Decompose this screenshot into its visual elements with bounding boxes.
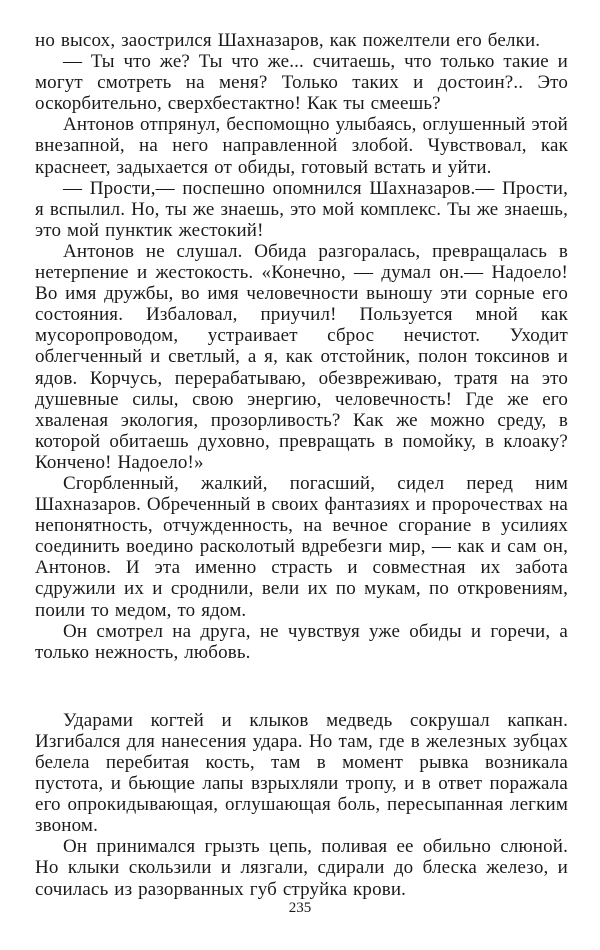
- paragraph-antonov-recoils: Антонов отпрянул, беспомощно улыбаясь, оглушенный этой внезапной, на него направленной злобой. Чувствовал, как краснеет, задыхается от обиды, готовый встать и уйти.: [35, 114, 568, 178]
- book-page: [35, 30, 568, 900]
- section-break: [35, 663, 568, 710]
- paragraph-tenderness: Он смотрел на друга, не чувствуя уже обиды и горечи, а только нежность, любовь.: [35, 620, 568, 663]
- paragraph-dialogue-reproach: — Ты что же? Ты что же... считаешь, что только такие и могут смотреть на меня? Только таких и достоин?.. Это оскорбительно, сверхбестактно! Как ты смеешь?: [35, 51, 568, 115]
- paragraph-shakhnazarov-hunched: Сгорбленный, жалкий, погасший, сидел перед ним Шахназаров. Обреченный в своих фантазиях и пророчествах на непонятность, отчужденность, на вечное сгорание в усилиях соединить воедино расколотый вдребезги мир, — как и сам он, Антонов. И эта именно страсть и совместная их забота сдружили их и сроднили, вели их по мукам, по откровениям, поили то медом, то ядом.: [35, 472, 568, 621]
- page-number: 235: [288, 900, 312, 916]
- paragraph-continuation: но высох, заострился Шахназаров, как пожелтели его белки.: [35, 30, 541, 51]
- paragraph-bear-chain: Он принимался грызть цепь, поливая ее обильно слюной. Но клыки скользили и лязгали, сдирали до блеска железо, и сочилась из разорванных губ струйка крови.: [35, 836, 568, 900]
- paragraph-antonov-thoughts: Антонов не слушал. Обида разгоралась, превращалась в нетерпение и жестокость. «Конечно, — думал он.— Надоело! Во имя дружбы, во имя человечности выношу эти сорные его состояния. Избаловал, приучил! Пользуется мной как мусоропроводом, устраивает сброс нечистот. Уходит облегченный и светлый, а я, как отстойник, полон токсинов и ядов. Корчусь, перерабатываю, обезвреживаю, тратя на это душевные силы, свою энергию, человечность! Где же его хваленая экология, прозорливость? Как же можно среду, в которой обитаешь духовно, превращать в помойку, в клоаку? Кончено! Надоело!»: [35, 240, 568, 473]
- paragraph-bear-trap: Ударами когтей и клыков медведь сокрушал капкан. Изгибался для нанесения удара. Но там, где в железных зубцах белела перебитая кость, там в момент рывка возникала пустота, и бьющие лапы взрыхляли тропу, и в ответ поражала его опрокидывающая, оглушающая боль, пересыпанная легким звоном.: [35, 709, 568, 837]
- paragraph-dialogue-apology: — Прости,— поспешно опомнился Шахназаров.— Прости, я вспылил. Но, ты же знаешь, это мой комплекс. Ты же знаешь, это мой пунктик жестокий!: [35, 177, 568, 241]
